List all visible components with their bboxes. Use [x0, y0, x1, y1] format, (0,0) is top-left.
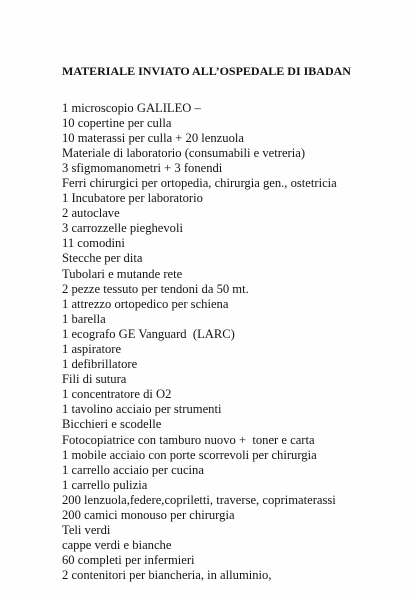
list-item: 3 carrozzelle pieghevoli [62, 221, 183, 236]
list-item: 10 materassi per culla + 20 lenzuola [62, 130, 244, 145]
list-item: 200 camici monouso per chirurgia [62, 508, 235, 523]
list-item: 1 aspiratore [62, 342, 122, 356]
list-item: Fotocopiatrice con tamburo nuovo + toner e carta [62, 432, 315, 447]
list-item: Teli verdi [62, 523, 111, 538]
list-item: 10 copertine per culla [62, 115, 172, 130]
list-item: 1 mobile acciaio con porte scorrevoli per chirurgia [62, 447, 317, 462]
list-item: 2 contenitori per biancheria, in alluminio, [62, 568, 272, 583]
list-item: Stecche per dita [62, 251, 143, 266]
list-item: 1 carrello pulizia [62, 477, 148, 492]
list-item: Bicchieri e scodelle [62, 417, 162, 432]
document-title: MATERIALE INVIATO ALL’OSPEDALE DI IBADAN [62, 64, 351, 78]
list-item: 2 pezze tessuto per tendoni da 50 mt. [62, 281, 249, 296]
list-item: 60 completi per infermieri [62, 553, 195, 568]
list-item: 1 concentratore di O2 [62, 387, 172, 402]
list-item: 1 ecografo GE Vanguard (LARC) [62, 326, 235, 341]
list-item: 1 microscopio GALILEO – [62, 100, 201, 115]
list-item: 11 comodini [62, 236, 125, 251]
list-item: cappe verdi e bianche [62, 538, 172, 553]
list-item: 1 carrello acciaio per cucina [62, 462, 204, 477]
list-item: Tubolari e mutande rete [62, 266, 183, 281]
list-item: 1 defibrillatore [62, 357, 138, 372]
list-item: 1 Incubatore per laboratorio [62, 191, 203, 206]
list-item: Fili di sutura [62, 372, 127, 387]
list-item: Materiale di laboratorio (consumabili e vetreria) [62, 145, 306, 160]
material-list [62, 101, 337, 584]
list-item: 1 barella [62, 311, 106, 326]
list-item: 3 sfigmomanometri + 3 fonendi [62, 160, 223, 175]
list-item: Ferri chirurgici per ortopedia, chirurgia gen., ostetricia [62, 175, 337, 190]
list-item: 2 autoclave [62, 206, 120, 221]
list-item: 200 lenzuola,federe,copriletti, traverse, coprimaterassi [62, 492, 336, 507]
list-item: 1 attrezzo ortopedico per schiena [62, 296, 229, 311]
list-item: 1 tavolino acciaio per strumenti [62, 402, 222, 417]
